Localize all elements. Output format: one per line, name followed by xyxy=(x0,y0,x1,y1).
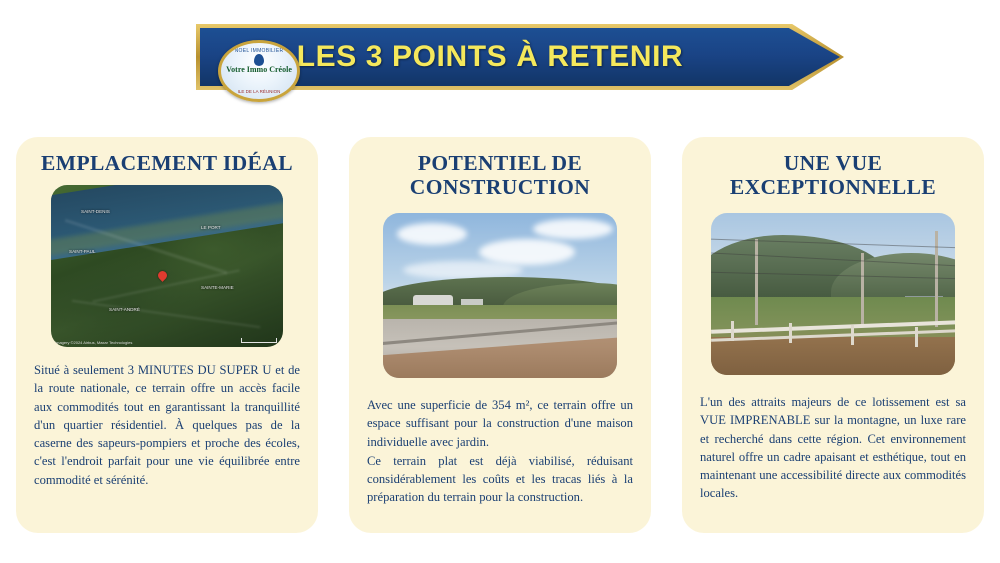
map-label: LE PORT xyxy=(201,225,221,231)
utility-pole xyxy=(861,253,864,327)
card-paragraph: Avec une superficie de 354 m², ce terrain offre un espace suffisant pour la construction d'une maison individuelle avec jardin. xyxy=(367,398,633,449)
fence-post xyxy=(915,327,918,347)
mountain-view-photo xyxy=(711,213,955,375)
card-title: POTENTIEL DE CONSTRUCTION xyxy=(409,151,591,200)
dirt-ground xyxy=(711,337,955,375)
page-title: LES 3 POINTS À RETENIR xyxy=(296,40,684,73)
card-paragraph: Situé à seulement 3 MINUTES DU SUPER U et de la route nationale, ce terrain offre un accès facile aux commodités tout en garantissant la tranquillité d'un quartier résidentiel. À quelques pas de la caserne des sapeurs-pompiers et proche des écoles, c'est l'endroit parfait pour une vie équilibrée entre commodité et sérénité. xyxy=(34,363,300,487)
brand-logo xyxy=(214,40,298,96)
map-copyright: Imagery ©2024 Airbus, Maxar Technologies xyxy=(55,340,133,346)
map-image xyxy=(51,185,283,347)
utility-pole xyxy=(755,239,758,325)
view-image xyxy=(711,213,955,375)
card-body xyxy=(34,361,300,489)
fence-post xyxy=(789,323,792,343)
map-scale-bar xyxy=(241,338,277,343)
logo-top-text: NOEL IMMOBILIER xyxy=(234,48,284,54)
cloud xyxy=(533,219,613,239)
fence-post xyxy=(731,321,734,341)
satellite-map-photo xyxy=(51,185,283,347)
card-paragraph: L'un des attraits majeurs de ce lotissement est sa VUE IMPRENABLE sur la montagne, un luxe rare et recherché dans cette région. Cet environnement naturel offre un cadre apaisant et esthétique, tout en maintenant une accessibilité directe aux commodités locales. xyxy=(700,395,966,501)
cards-row xyxy=(0,137,1000,537)
map-location-pin[interactable] xyxy=(156,269,169,282)
card-body xyxy=(367,396,633,507)
cloud xyxy=(397,223,467,245)
map-label: SAINTE-MARIE xyxy=(201,285,234,291)
logo-mid-text: Votre Immo Créole xyxy=(226,65,292,74)
card-potentiel xyxy=(349,137,651,533)
card-vue xyxy=(682,137,984,533)
fence-post xyxy=(851,325,854,345)
road-image xyxy=(383,213,617,378)
logo-bottom-text: ILE DE LA RÉUNION xyxy=(237,89,281,94)
card-paragraph: Ce terrain plat est déjà viabilisé, réduisant considérablement les coûts et les tracas liés à la préparation du terrain pour la construction. xyxy=(367,453,633,505)
logo-ring xyxy=(218,40,300,102)
map-ridge xyxy=(72,300,260,328)
map-label: SAINT-PAUL xyxy=(69,249,96,255)
card-body xyxy=(700,393,966,503)
terrain-road-photo xyxy=(383,213,617,378)
card-title: EMPLACEMENT IDÉAL xyxy=(41,151,293,175)
map-label: SAINT-ANDRÉ xyxy=(109,307,140,313)
card-emplacement xyxy=(16,137,318,533)
map-label: SAINT-DENIS xyxy=(81,209,110,215)
header-banner xyxy=(0,18,1000,96)
card-title: UNE VUE EXCEPTIONNELLE xyxy=(729,151,937,200)
